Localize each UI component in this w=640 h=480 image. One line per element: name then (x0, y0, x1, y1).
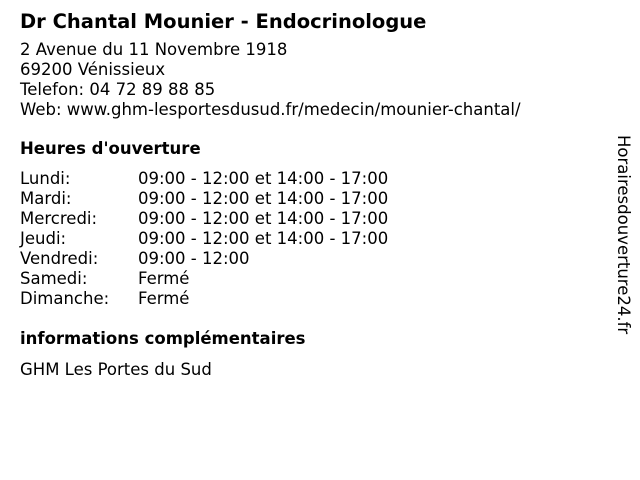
phone-line: Telefon: 04 72 89 88 85 (20, 80, 216, 99)
day-hours: 09:00 - 12:00 et 14:00 - 17:00 (138, 229, 389, 248)
day-label: Lundi: (20, 169, 71, 188)
day-label: Samedi: (20, 269, 88, 288)
website-line: Web: www.ghm-lesportesdusud.fr/medecin/mounier-chantal/ (20, 100, 521, 119)
day-hours: 09:00 - 12:00 et 14:00 - 17:00 (138, 209, 389, 228)
hours-row-sunday (20, 289, 600, 309)
address-line-1: 2 Avenue du 11 Novembre 1918 (20, 40, 288, 59)
doctor-info-panel (20, 9, 600, 380)
address-line-2: 69200 Vénissieux (20, 60, 166, 79)
opening-hours-heading: Heures d'ouverture (20, 139, 201, 158)
day-hours: Fermé (138, 289, 190, 308)
day-label: Vendredi: (20, 249, 99, 268)
day-label: Mardi: (20, 189, 72, 208)
additional-info-text: GHM Les Portes du Sud (20, 360, 212, 379)
hours-row-tuesday (20, 189, 600, 209)
opening-hours-table (20, 169, 600, 309)
hours-row-wednesday (20, 209, 600, 229)
hours-row-friday (20, 249, 600, 269)
additional-info-heading: informations complémentaires (20, 329, 306, 348)
day-label: Jeudi: (20, 229, 67, 248)
day-label: Mercredi: (20, 209, 98, 228)
page-title: Dr Chantal Mounier - Endocrinologue (20, 10, 427, 33)
day-hours: 09:00 - 12:00 et 14:00 - 17:00 (138, 189, 389, 208)
day-hours: 09:00 - 12:00 (138, 249, 250, 268)
day-hours: 09:00 - 12:00 et 14:00 - 17:00 (138, 169, 389, 188)
day-hours: Fermé (138, 269, 190, 288)
hours-row-saturday (20, 269, 600, 289)
day-label: Dimanche: (20, 289, 110, 308)
hours-row-thursday (20, 229, 600, 249)
site-brand-vertical: Horairesdouverture24.fr (614, 135, 633, 335)
hours-row-monday (20, 169, 600, 189)
